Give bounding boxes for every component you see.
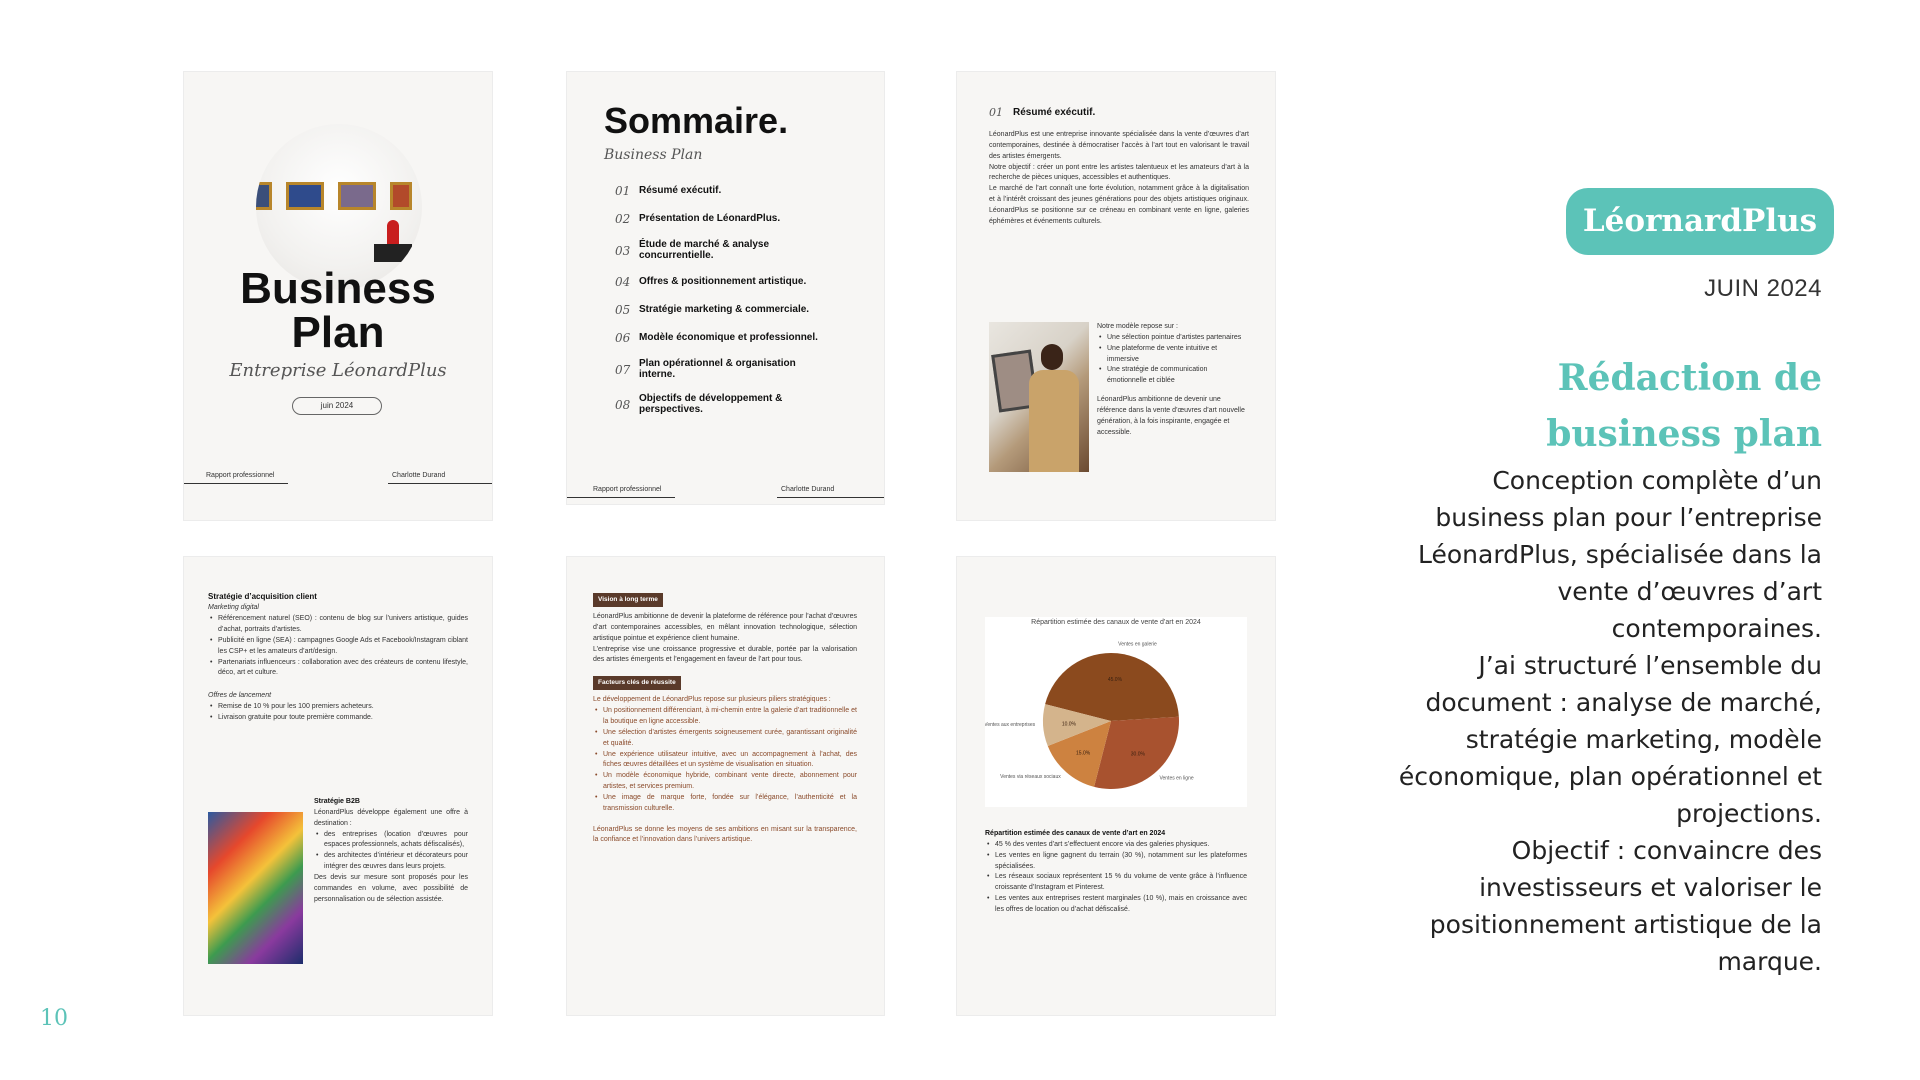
paragraph: Notre objectif : créer un pont entre les artistes talentueux et les amateurs d’art à la recherche de pièces uniques, accessibles et authentiques.	[989, 163, 1249, 182]
resume-body	[989, 130, 1249, 228]
paragraph: Des devis sur mesure sont proposés pour les commandes en volume, avec possibilité de personnalisation ou de sélection assistée.	[314, 873, 468, 903]
description-paragraph: J’ai structuré l’ensemble du document : analyse de marché, stratégie marketing, modèle économique, plan opérationnel et projections.	[1398, 651, 1822, 828]
toc-text: Objectifs de développement & perspectives.	[639, 393, 783, 415]
painting-frame	[286, 182, 324, 210]
list-item: • Les ventes en ligne gagnent du terrain (30 %), notamment sur les plateformes spécialisées.	[985, 851, 1247, 873]
toc-text: Présentation de LéonardPlus.	[639, 212, 781, 224]
section-title: Stratégie d’acquisition client	[208, 592, 317, 601]
toc-item	[615, 275, 855, 289]
cover-date-pill: juin 2024	[292, 397, 382, 415]
toc-item	[615, 240, 855, 261]
subsection-title: Marketing digital	[208, 604, 259, 612]
toc-item	[615, 394, 855, 415]
list-item: • Un positionnement différenciant, à mi-chemin entre la galerie d’art traditionnelle et la boutique en ligne accessible.	[593, 706, 857, 728]
pie-percent-label: 10.0%	[1061, 721, 1077, 728]
paragraph: Le marché de l’art connaît une forte évolution, notamment grâce à la digitalisation et à l’intérêt croissant des jeunes générations pour des objets artistiques originaux. LéonardPlus se positionne sur ce créneau en combinant vente en ligne, galeries éphémères et événements culturels.	[989, 185, 1249, 225]
description-paragraph: Objectif : convaincre des investisseurs et valoriser le positionnement artistique de la marque.	[1429, 836, 1822, 976]
toc-item	[615, 331, 855, 345]
repartition-body	[985, 829, 1247, 916]
toc-number: 01	[615, 184, 631, 198]
painting-frame	[338, 182, 376, 210]
chart-page-thumbnail	[957, 557, 1275, 1015]
painting-frame	[256, 182, 272, 210]
strategie-page-thumbnail	[184, 557, 492, 1015]
list-item: • Une image de marque forte, fondée sur l’élégance, l’authenticité et la transmission culturelle.	[593, 793, 857, 815]
pie-category-label: Ventes en ligne	[1159, 775, 1194, 782]
pie-percent-label: 15.0%	[1076, 750, 1091, 757]
bench	[374, 244, 412, 262]
paragraph: LéonardPlus est une entreprise innovante spécialisée dans la vente d’œuvres d’art contemporaines, destinée à démocratiser l’accès à l’art tout en valorisant le travail des artistes émergents.	[989, 131, 1249, 160]
pie-percent-label: 30.0%	[1130, 751, 1145, 758]
pie-category-label: Ventes via réseaux sociaux	[1000, 774, 1061, 781]
man-holding-tablet-photo	[989, 322, 1089, 472]
project-description	[1392, 462, 1822, 980]
section-title: Résumé exécutif.	[1013, 107, 1096, 118]
pie-category-label: Ventes aux entreprises	[985, 721, 1036, 728]
list-intro: Notre modèle repose sur :	[1097, 323, 1178, 330]
project-date: JUIN 2024	[1704, 275, 1822, 302]
project-heading	[1462, 350, 1822, 462]
list-item: • Partenariats influenceurs : collaboration avec des créateurs de contenu lifestyle, déco, art et culture.	[208, 658, 468, 680]
cover-footer-right: Charlotte Durand	[388, 472, 492, 484]
list-item: • Référencement naturel (SEO) : contenu de blog sur l’univers artistique, guides d’achat, portraits d’artistes.	[208, 614, 468, 636]
section-number: 01	[989, 106, 1003, 119]
paragraph: L’entreprise vise une croissance progressive et durable, portée par la valorisation des artistes émergents et l’engagement en faveur de l’art pour tous.	[593, 645, 857, 664]
sommaire-title: Sommaire.	[604, 100, 789, 141]
cover-footer-left: Rapport professionnel	[184, 472, 288, 484]
head	[1041, 344, 1063, 370]
paragraph: LéonardPlus développe également une offre à destination :	[314, 808, 468, 827]
toc-text: Modèle économique et professionnel.	[639, 331, 818, 343]
model-list	[1097, 322, 1247, 438]
pie-chart-box	[985, 617, 1247, 807]
toc-number: 07	[615, 362, 631, 377]
toc-text: Offres & positionnement artistique.	[639, 275, 807, 287]
list-item: • Livraison gratuite pour toute première commande.	[208, 713, 468, 724]
toc-number: 06	[615, 331, 631, 345]
toc-text: Résumé exécutif.	[639, 184, 722, 196]
paragraph: LéonardPlus ambitionne de devenir la plateforme de référence pour l’achat d’œuvres d’art contemporaines accessibles, en mêlant innovation technologique, sélection artistique pointue et expérience client humaine.	[593, 613, 857, 642]
toc-item	[615, 184, 855, 198]
pie-chart	[985, 617, 1247, 807]
toc-text: Étude de marché & analyse concurrentielle.	[639, 239, 770, 261]
toc-number: 05	[615, 303, 631, 317]
list-item: • 45 % des ventes d’art s’effectuent encore via des galeries physiques.	[985, 840, 1247, 851]
cover-subtitle: Entreprise LéonardPlus	[229, 360, 447, 381]
toc-item	[615, 212, 855, 226]
sommaire-footer-right: Charlotte Durand	[777, 486, 884, 498]
vision-tag: Vision à long terme	[593, 593, 663, 607]
paint-palette-photo	[208, 812, 303, 964]
sommaire-page-thumbnail	[567, 72, 884, 504]
paragraph: LéonardPlus ambitionne de devenir une référence dans la vente d’œuvres d’art nouvelle génération, à la fois inspirante, engagée et accessible.	[1097, 396, 1245, 436]
page-number: 10	[40, 1006, 68, 1031]
vision-page-thumbnail	[567, 557, 884, 1015]
cover-title-line2: Plan	[291, 308, 385, 357]
toc-item	[615, 359, 855, 380]
chart-title: Répartition estimée des canaux de vente d’art en 2024	[1031, 619, 1201, 626]
toc-text: Plan opérationnel & organisation interne.	[639, 358, 796, 380]
painting-frame	[390, 182, 412, 210]
vision-body	[593, 593, 857, 846]
list-item: • Les réseaux sociaux représentent 15 % du volume de vente grâce à l’influence croissante d’Instagram et Pinterest.	[985, 872, 1247, 894]
pie-category-label: Ventes en galerie	[1118, 641, 1157, 648]
sommaire-footer-left: Rapport professionnel	[567, 486, 675, 498]
description-paragraph: Conception complète d’un business plan pour l’entreprise LéonardPlus, spécialisée dans la vente d’œuvres d’art contemporaines.	[1417, 466, 1822, 643]
paragraph: Le développement de LéonardPlus repose sur plusieurs piliers stratégiques :	[593, 696, 831, 704]
list-item: • Les ventes aux entreprises restent marginales (10 %), mais en croissance avec les offres de location ou d’achat défiscalisé.	[985, 894, 1247, 916]
section-header	[989, 106, 1095, 119]
toc-number: 03	[615, 243, 631, 258]
coat	[1029, 370, 1079, 472]
list-item: • Publicité en ligne (SEA) : campagnes Google Ads et Facebook/Instagram ciblant les CSP+ et les amateurs d’art/design.	[208, 636, 468, 658]
toc-number: 02	[615, 212, 631, 226]
list-item: • Une plateforme de vente intuitive et immersive	[1097, 344, 1247, 366]
toc-text: Stratégie marketing & commerciale.	[639, 303, 810, 315]
list-item: • des architectes d’intérieur et décorateurs pour intégrer des œuvres dans leurs projets.	[314, 851, 468, 873]
list-item: • Un modèle économique hybride, combinant vente directe, abonnement pour artistes, et services premium.	[593, 771, 857, 793]
pie-percent-label: 45.0%	[1107, 677, 1123, 684]
list-item: • Une sélection pointue d’artistes partenaires	[1097, 333, 1247, 344]
strategie-body	[208, 591, 468, 724]
heading-line: Rédaction de	[1557, 357, 1822, 399]
list-item: • Une expérience utilisateur intuitive, avec un accompagnement à l’achat, des fiches œuvres détaillées et un système de visualisation en situation.	[593, 750, 857, 772]
toc-number: 08	[615, 397, 631, 412]
cover-page-thumbnail	[184, 72, 492, 520]
list-item: • des entreprises (location d’œuvres pour espaces professionnels, achats défiscalisés),	[314, 830, 468, 852]
toc-number: 04	[615, 275, 631, 289]
cover-title-line1: Business	[240, 264, 436, 313]
resume-page-thumbnail	[957, 72, 1275, 520]
b2b-title: Stratégie B2B	[314, 798, 360, 805]
list-item: • Une sélection d’artistes émergents soigneusement curée, garantissant originalité et qualité.	[593, 728, 857, 750]
repartition-title: Répartition estimée des canaux de vente d’art en 2024	[985, 830, 1166, 837]
brand-badge: LéornardPlus	[1566, 188, 1834, 255]
b2b-section	[314, 797, 468, 905]
paragraph: LéonardPlus se donne les moyens de ses ambitions en misant sur la transparence, la confiance et l’innovation dans l’univers artistique.	[593, 825, 857, 844]
toc-item	[615, 303, 855, 317]
subsection-title: Offres de lancement	[208, 692, 272, 700]
list-item: • Une stratégie de communication émotionnelle et ciblée	[1097, 365, 1247, 387]
table-of-contents	[615, 184, 855, 429]
success-factors-tag: Facteurs clés de réussite	[593, 676, 681, 690]
list-item: • Remise de 10 % pour les 100 premiers acheteurs.	[208, 702, 468, 713]
heading-line: business plan	[1546, 413, 1822, 455]
sommaire-subtitle: Business Plan	[604, 147, 703, 163]
